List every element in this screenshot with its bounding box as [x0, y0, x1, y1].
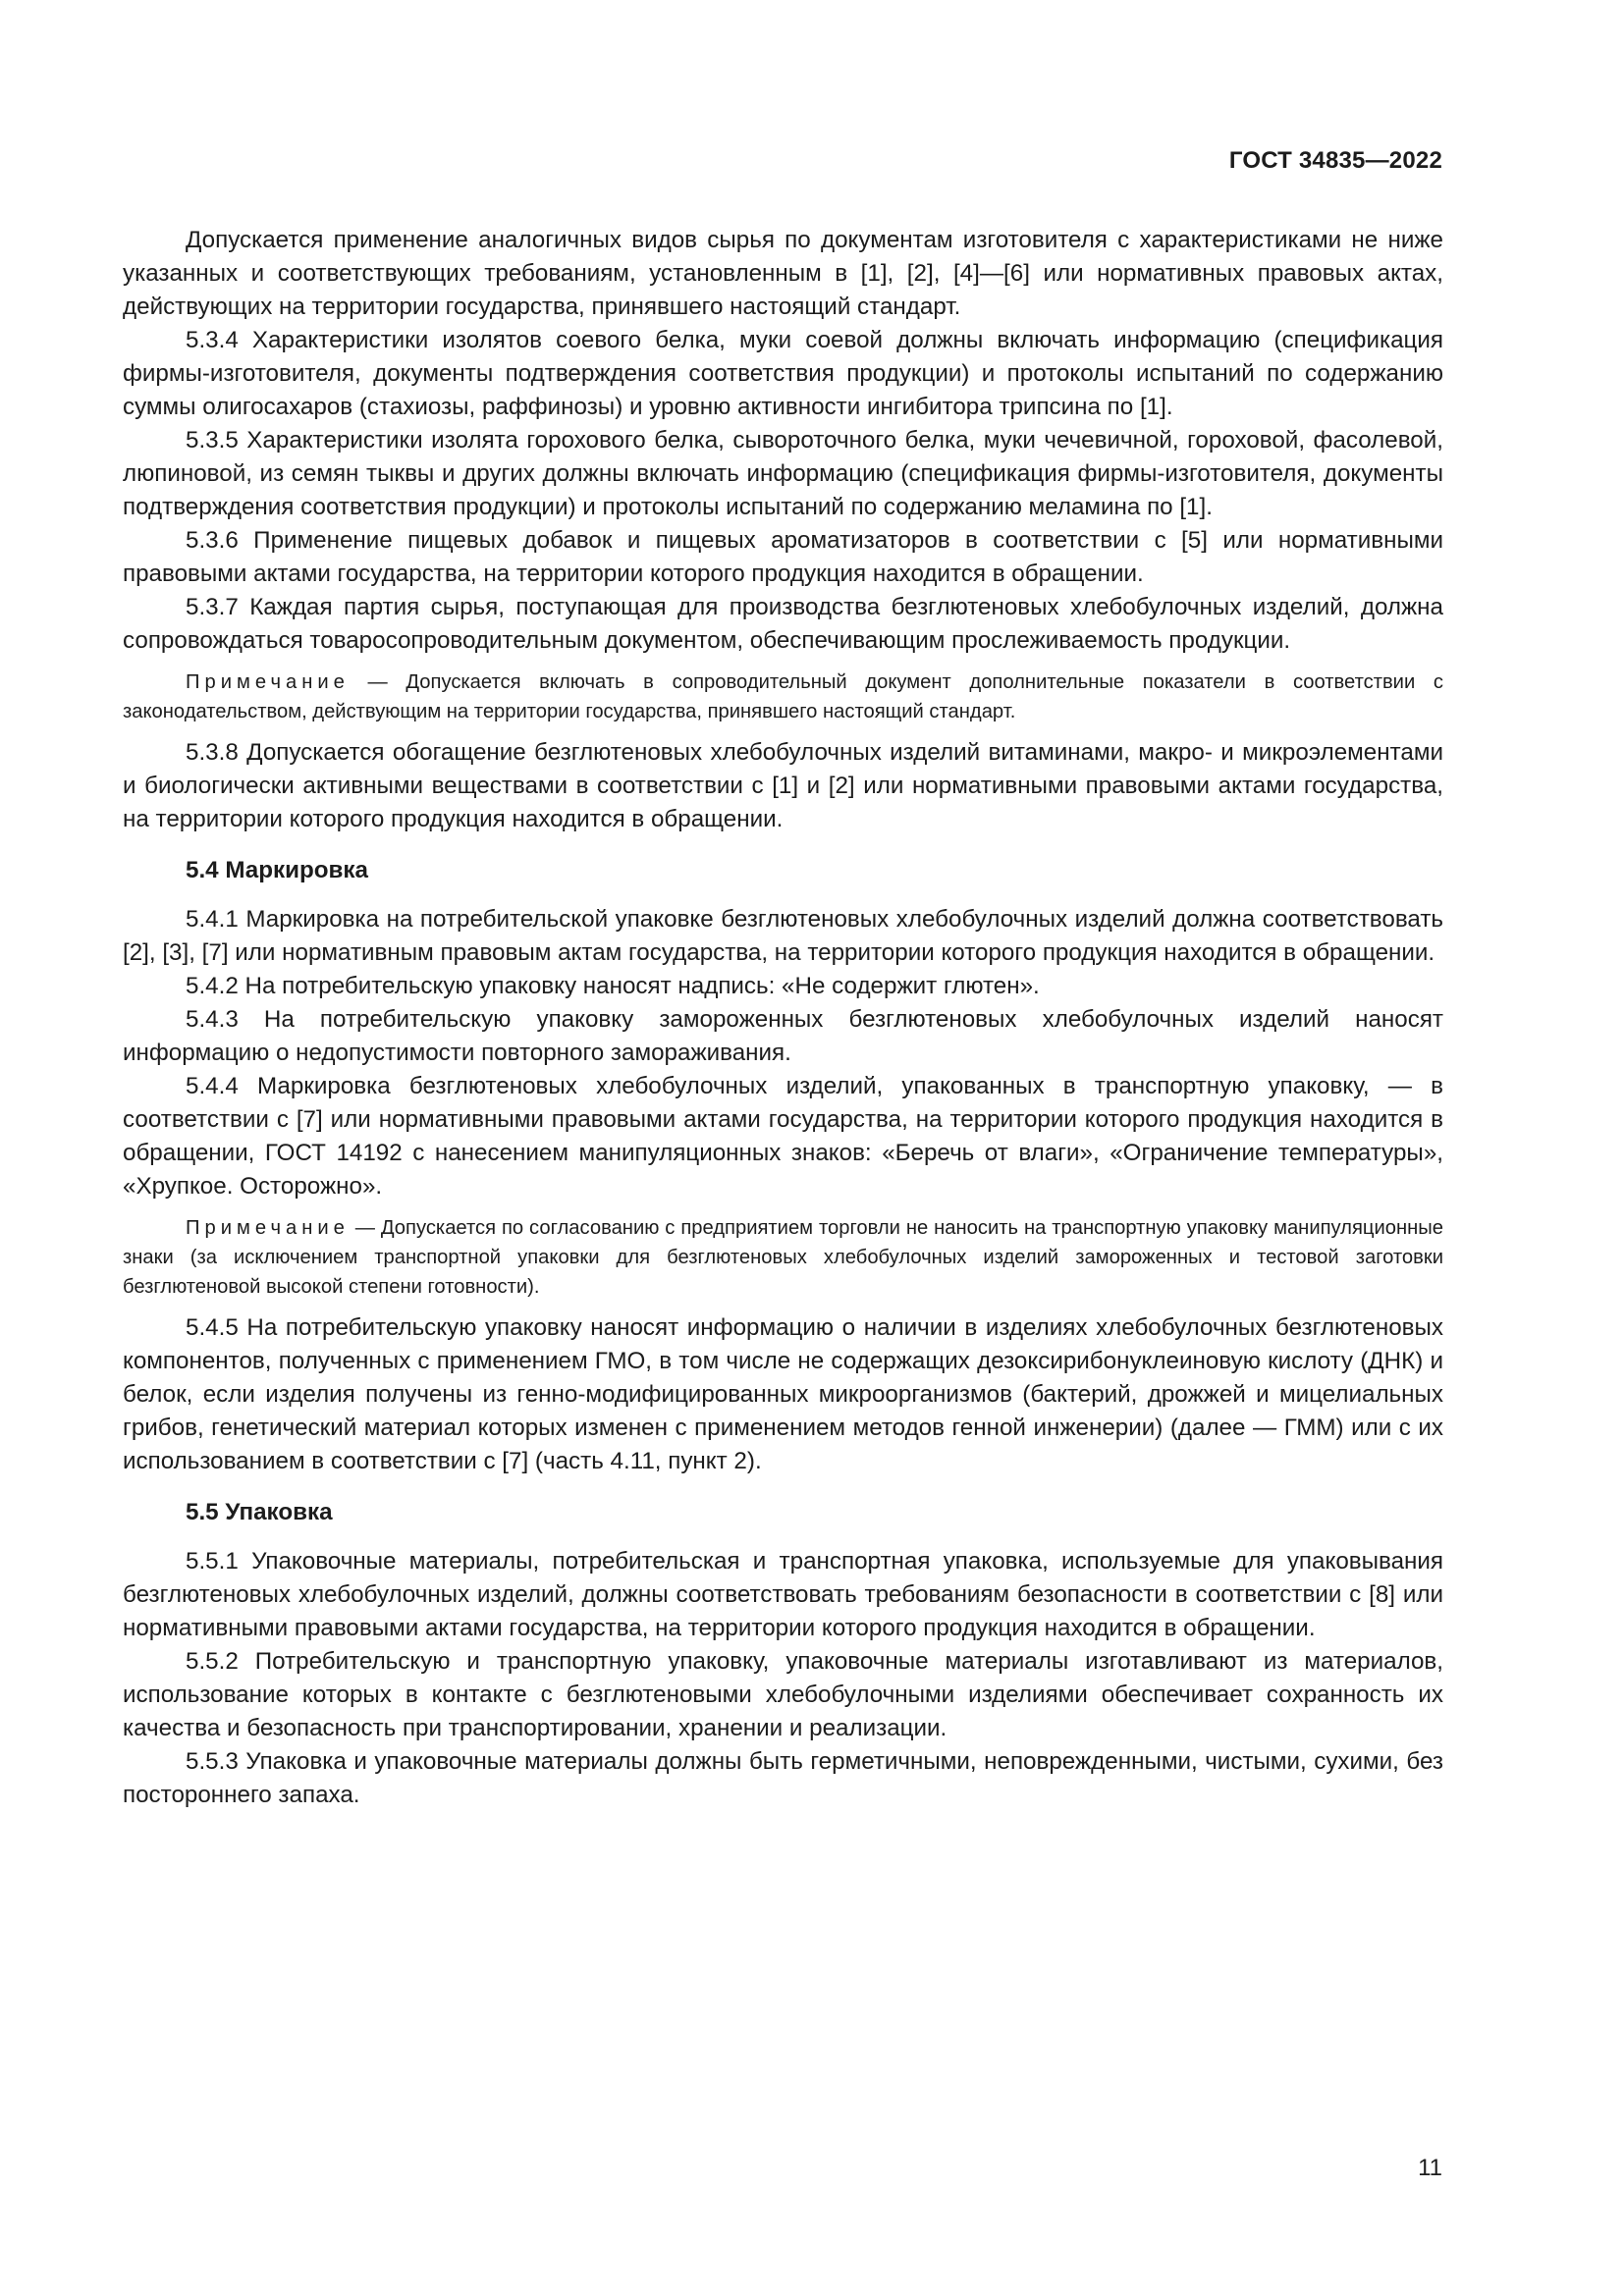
paragraph-5-3-6: 5.3.6 Применение пищевых добавок и пищевых ароматизаторов в соответствии с [5] или нормативными правовыми актами государства, на территории которого продукция находится в обращении. [123, 527, 1443, 587]
section-heading-5-4: 5.4 Маркировка [186, 857, 368, 883]
note-label: Примечание [186, 1217, 350, 1239]
paragraph-5-4-1: 5.4.1 Маркировка на потребительской упаковке безглютеновых хлебобулочных изделий должна соответствовать [2], [3], [7] или нормативным правовым актам государства, на территории которого продукция находится в обращении. [123, 906, 1443, 966]
paragraph-5-4-4: 5.4.4 Маркировка безглютеновых хлебобулочных изделий, упакованных в транспортную упаковку, — в соответствии с [7] или нормативными правовыми актами государства, на территории которого продукция находится в обращении, ГОСТ 14192 с нанесением манипуляционных знаков: «Беречь от влаги», «Ограничение температуры», «Хрупкое. Осторожно». [123, 1073, 1443, 1200]
note-handling-marks [123, 1213, 1443, 1302]
paragraph-5-5-3: 5.5.3 Упаковка и упаковочные материалы должны быть герметичными, неповрежденными, чистыми, сухими, без постороннего запаха. [123, 1748, 1443, 1808]
paragraph-5-4-3: 5.4.3 На потребительскую упаковку замороженных безглютеновых хлебобулочных изделий наносят информацию о недопустимости повторного замораживания. [123, 1006, 1443, 1066]
note-accompanying-document [123, 667, 1443, 726]
document-body [123, 224, 1443, 1812]
page-number: 11 [1418, 2155, 1442, 2181]
paragraph-5-3-4: 5.3.4 Характеристики изолятов соевого белка, муки соевой должны включать информацию (спецификация фирмы-изготовителя, документы подтверждения соответствия продукции) и протоколы испытаний по содержанию суммы олигосахаров (стахиозы, раффинозы) и уровню активности ингибитора трипсина по [1]. [123, 327, 1443, 420]
paragraph-5-3-8: 5.3.8 Допускается обогащение безглютеновых хлебобулочных изделий витаминами, макро- и микроэлементами и биологически активными веществами в соответствии с [1] и [2] или нормативными правовыми актами государства, на территории которого продукция находится в обращении. [123, 739, 1443, 832]
note-text: — Допускается включать в сопроводительный документ дополнительные показатели в соответствии с законодательством, действующим на территории государства, принявшего настоящий стандарт. [123, 671, 1443, 722]
section-heading-5-5: 5.5 Упаковка [186, 1499, 333, 1525]
paragraph-raw-materials-analogs: Допускается применение аналогичных видов сырья по документам изготовителя с характеристиками не ниже указанных и соответствующих требованиям, установленным в [1], [2], [4]—[6] или нормативных правовых актах, действующих на территории государства, принявшего настоящий стандарт. [123, 227, 1443, 320]
note-label: Примечание [186, 671, 350, 693]
paragraph-5-5-1: 5.5.1 Упаковочные материалы, потребительская и транспортная упаковка, используемые для упаковывания безглютеновых хлебобулочных изделий, должны соответствовать требованиям безопасности в соответствии с [8] или нормативными правовыми актами государства, на территории которого продукция находится в обращении. [123, 1548, 1443, 1641]
paragraph-5-3-5: 5.3.5 Характеристики изолята горохового белка, сывороточного белка, муки чечевичной, гороховой, фасолевой, люпиновой, из семян тыквы и других должны включать информацию (спецификация фирмы-изготовителя, документы подтверждения соответствия продукции) и протоколы испытаний по содержанию меламина по [1]. [123, 427, 1443, 520]
note-text: — Допускается по согласованию с предприятием торговли не наносить на транспортную упаковку манипуляционные знаки (за исключением транспортной упаковки для безглютеновых хлебобулочных изделий замороженных и тестовой заготовки безглютеновой высокой степени готовности). [123, 1217, 1443, 1298]
document-header: ГОСТ 34835—2022 [1228, 147, 1442, 174]
paragraph-5-4-5: 5.4.5 На потребительскую упаковку наносят информацию о наличии в изделиях хлебобулочных безглютеновых компонентов, полученных с применением ГМО, в том числе не содержащих дезоксирибонуклеиновую кислоту (ДНК) и белок, если изделия получены из генно-модифицированных микроорганизмов (бактерий, дрожжей и мицелиальных грибов, генетический материал которых изменен с применением методов генной инженерии) (далее — ГММ) или с их использованием в соответствии с [7] (часть 4.11, пункт 2). [123, 1314, 1443, 1474]
paragraph-5-3-7: 5.3.7 Каждая партия сырья, поступающая для производства безглютеновых хлебобулочных изделий, должна сопровождаться товаросопроводительным документом, обеспечивающим прослеживаемость продукции. [123, 594, 1443, 654]
paragraph-5-5-2: 5.5.2 Потребительскую и транспортную упаковку, упаковочные материалы изготавливают из материалов, использование которых в контакте с безглютеновыми хлебобулочными изделиями обеспечивает сохранность их качества и безопасность при транспортировании, хранении и реализации. [123, 1648, 1443, 1741]
paragraph-5-4-2: 5.4.2 На потребительскую упаковку наносят надпись: «Не содержит глютен». [186, 973, 1040, 999]
